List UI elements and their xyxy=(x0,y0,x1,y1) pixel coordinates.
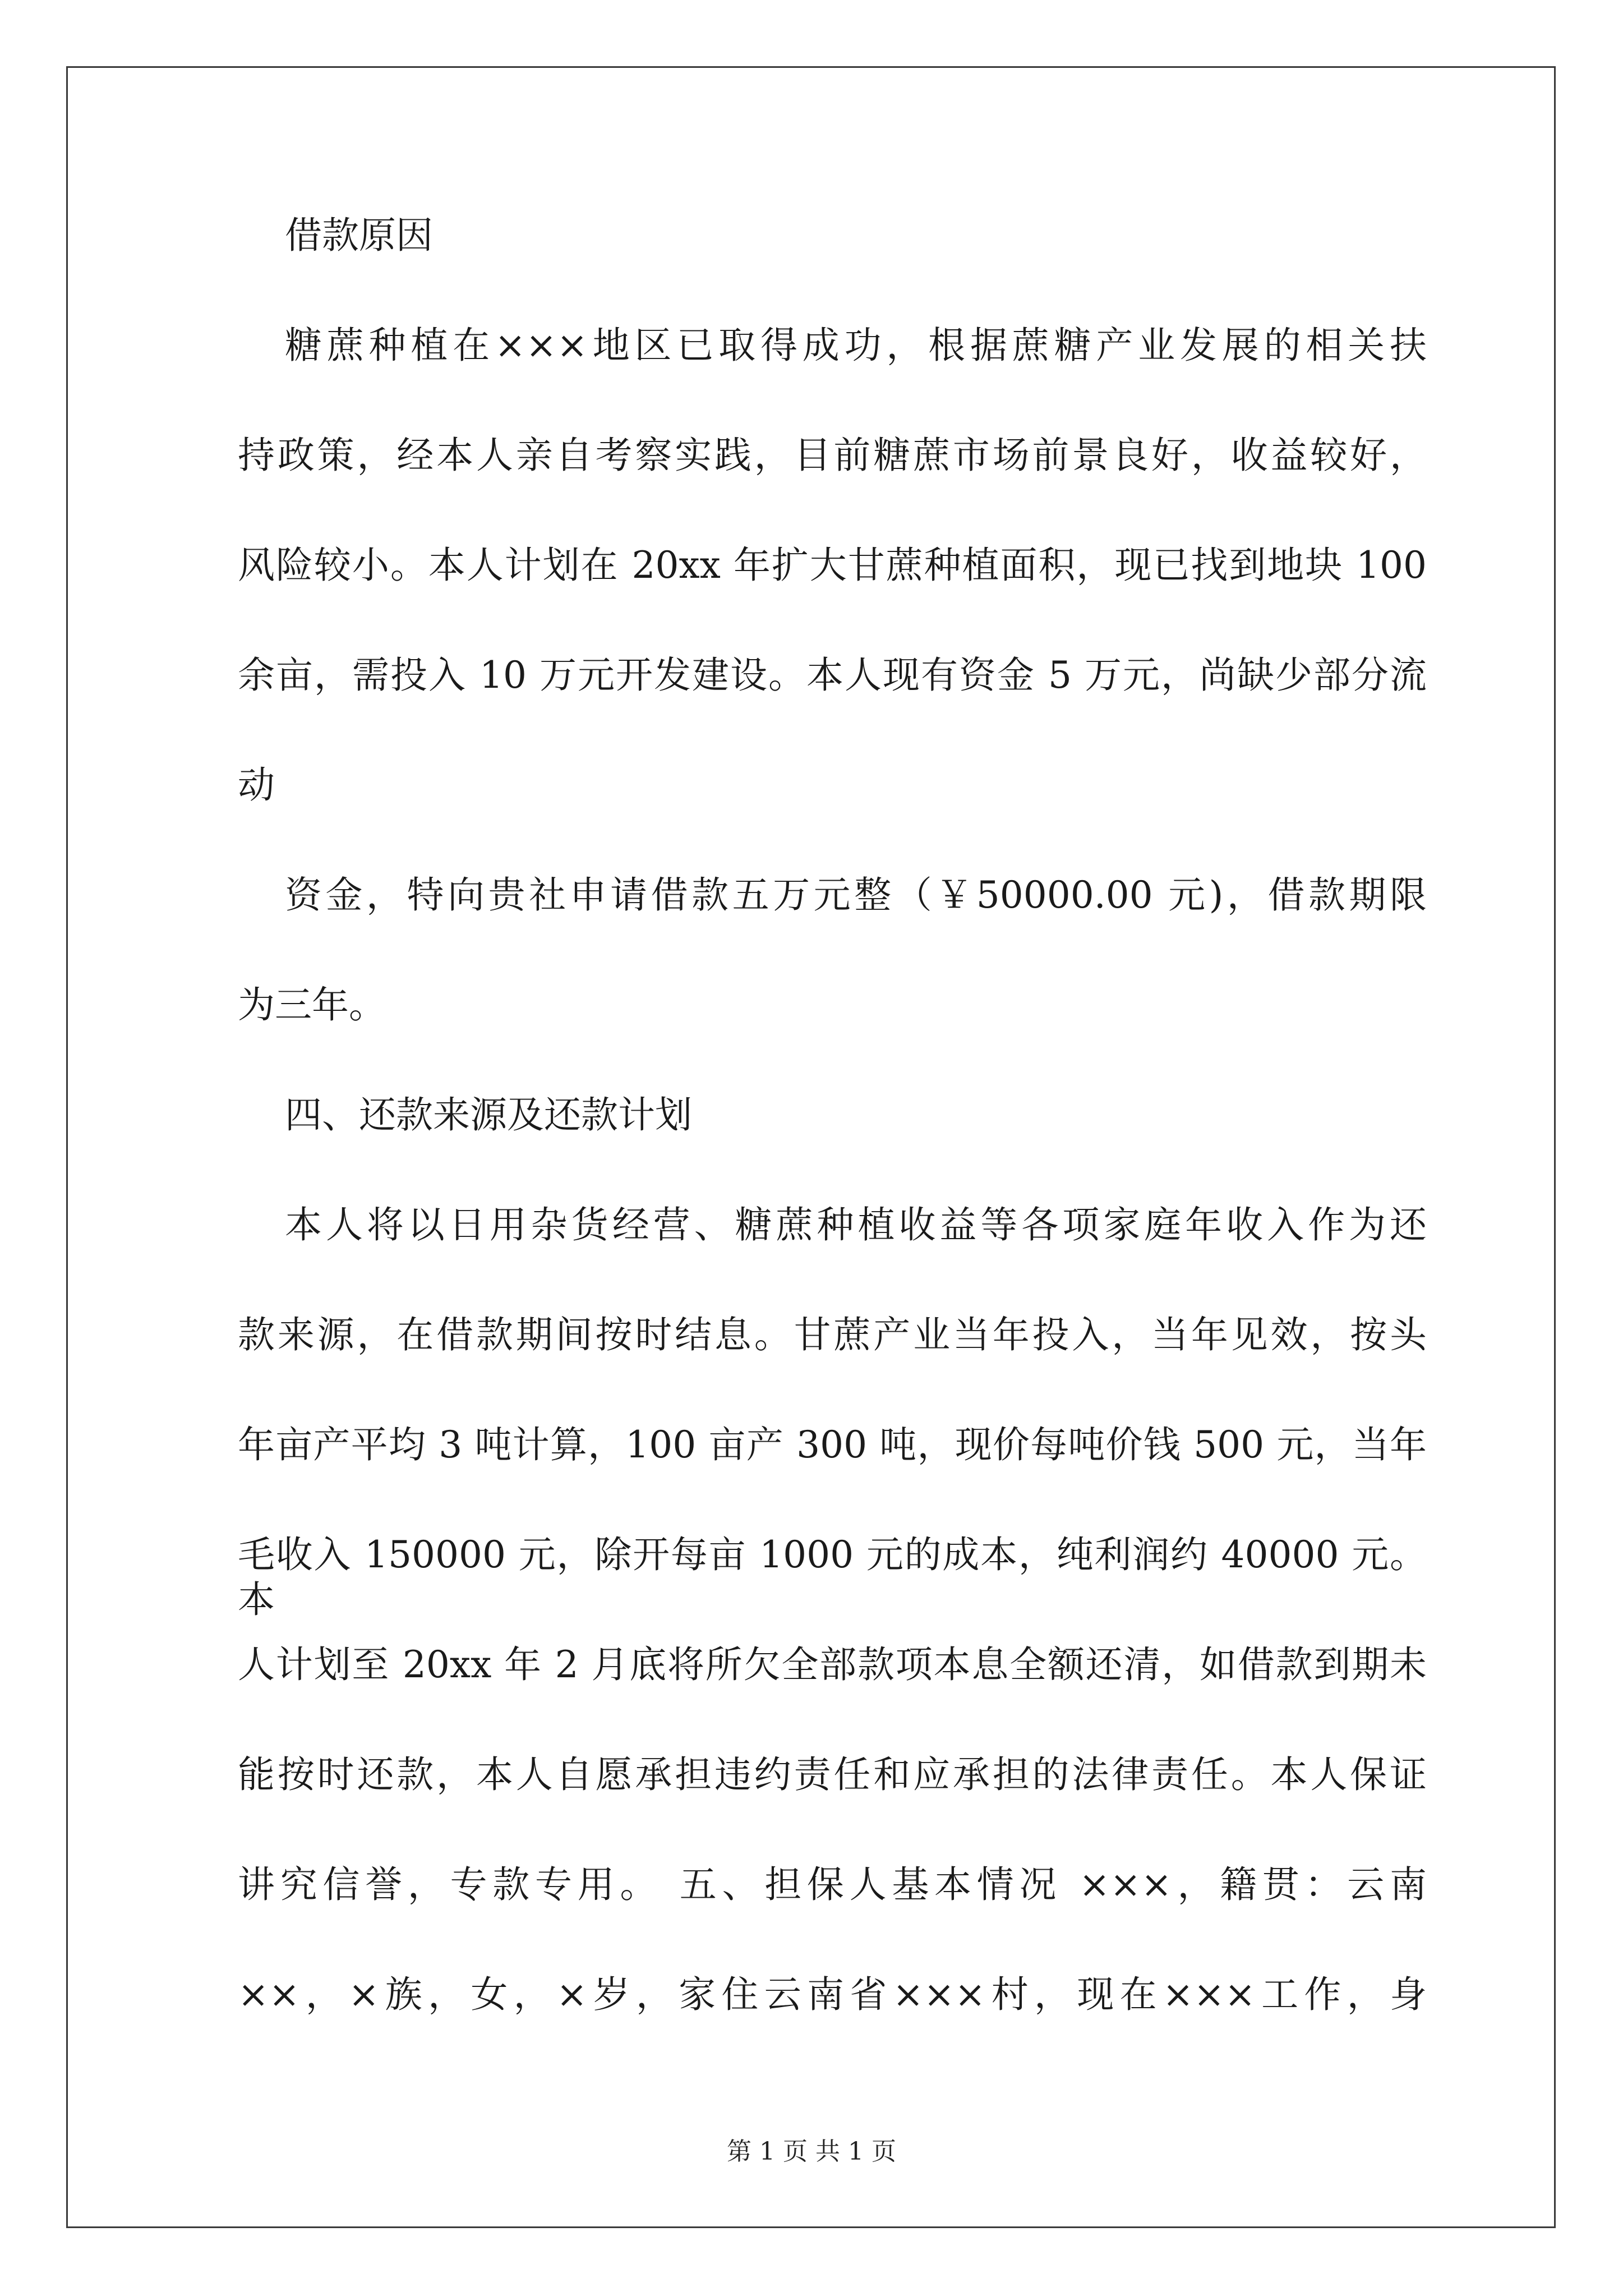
page-number-footer: 第 1 页 共 1 页 xyxy=(727,2137,896,2166)
paragraph-heading-loan-reason: 借款原因 xyxy=(285,214,433,257)
text-line: ××，×族，女，×岁，家住云南省×××村，现在×××工作，身 xyxy=(238,1973,1427,2016)
text-line: 糖蔗种植在×××地区已取得成功，根据蔗糖产业发展的相关扶 xyxy=(285,324,1427,367)
text-line: 持政策，经本人亲自考察实践，目前糖蔗市场前景良好，收益较好， xyxy=(238,434,1427,477)
section-heading-repayment: 四、还款来源及还款计划 xyxy=(285,1093,692,1137)
text-line: 余亩，需投入 10 万元开发建设。本人现有资金 5 万元，尚缺少部分流 xyxy=(238,654,1427,697)
text-line: 为三年。 xyxy=(238,983,386,1027)
text-line: 风险较小。本人计划在 20xx 年扩大甘蔗种植面积，现已找到地块 100 xyxy=(238,544,1427,587)
text-line: 人计划至 20xx 年 2 月底将所欠全部款项本息全额还清，如借款到期未 xyxy=(238,1643,1427,1686)
text-line: 年亩产平均 3 吨计算，100 亩产 300 吨，现价每吨价钱 500 元，当年 xyxy=(238,1423,1427,1466)
text-line: 资金，特向贵社申请借款五万元整（￥50000.00 元)，借款期限 xyxy=(285,873,1427,917)
text-line: 毛收入 150000 元，除开每亩 1000 元的成本，纯利润约 40000 元。本 xyxy=(238,1533,1427,1621)
text-line: 款来源，在借款期间按时结息。甘蔗产业当年投入，当年见效，按头 xyxy=(238,1313,1427,1356)
text-line: 能按时还款，本人自愿承担违约责任和应承担的法律责任。本人保证 xyxy=(238,1753,1427,1796)
text-line: 本人将以日用杂货经营、糖蔗种植收益等各项家庭年收入作为还 xyxy=(285,1203,1427,1246)
text-line: 动 xyxy=(238,763,275,807)
text-line: 讲究信誉，专款专用。 五、担保人基本情况 ×××，籍贯：云南 xyxy=(238,1863,1427,1906)
